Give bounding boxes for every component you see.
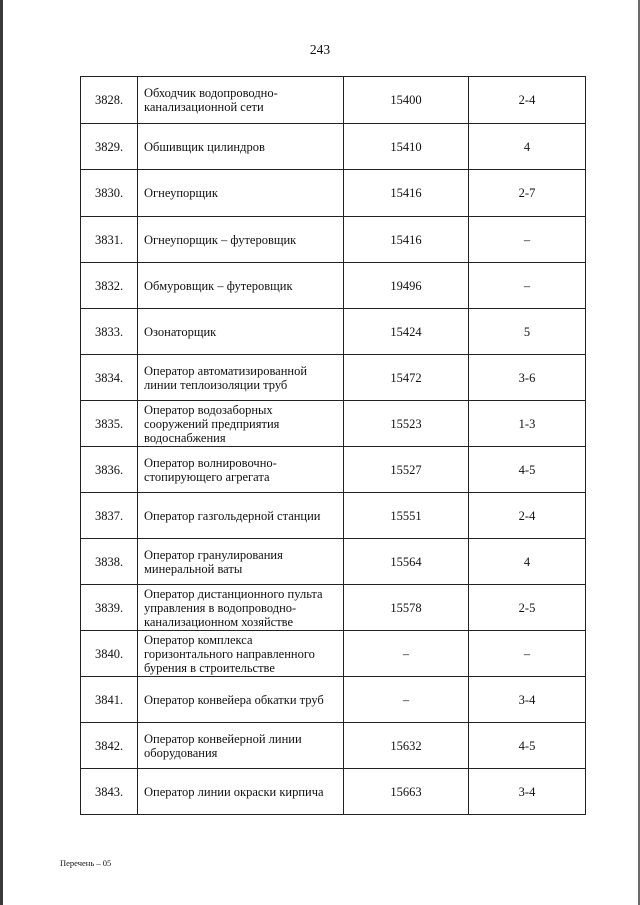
table-row — [81, 124, 586, 170]
rank-range: 1-3 — [469, 401, 586, 447]
profession-code: – — [344, 677, 469, 723]
rank-range: 5 — [469, 309, 586, 355]
rank-range: 3-4 — [469, 769, 586, 815]
profession-name: Оператор конвейера обкатки труб — [138, 677, 344, 723]
rank-range: – — [469, 631, 586, 677]
row-number: 3835. — [81, 401, 138, 447]
profession-name: Обшивщик цилиндров — [138, 124, 344, 170]
profession-code: 15663 — [344, 769, 469, 815]
profession-code: 15400 — [344, 77, 469, 124]
footer-document-label: Перечень – 05 — [60, 858, 112, 868]
profession-name: Оператор газгольдерной станции — [138, 493, 344, 539]
profession-name: Озонаторщик — [138, 309, 344, 355]
row-number: 3841. — [81, 677, 138, 723]
profession-name: Оператор конвейерной линии оборудования — [138, 723, 344, 769]
row-number: 3833. — [81, 309, 138, 355]
profession-code: 15564 — [344, 539, 469, 585]
profession-name: Оператор волнировочно-стопирующего агрегата — [138, 447, 344, 493]
rank-range: 3-6 — [469, 355, 586, 401]
rank-range: 3-4 — [469, 677, 586, 723]
profession-name: Оператор автоматизированной линии теплоизоляции труб — [138, 355, 344, 401]
scan-edge-left — [0, 0, 3, 905]
rank-range: 2-7 — [469, 170, 586, 217]
profession-name: Оператор линии окраски кирпича — [138, 769, 344, 815]
profession-code: – — [344, 631, 469, 677]
row-number: 3840. — [81, 631, 138, 677]
row-number: 3842. — [81, 723, 138, 769]
profession-name: Обходчик водопроводно-канализационной сети — [138, 77, 344, 124]
profession-code: 15416 — [344, 170, 469, 217]
rank-range: 4-5 — [469, 447, 586, 493]
rank-range: 2-5 — [469, 585, 586, 631]
table-row — [81, 77, 586, 124]
table-row — [81, 170, 586, 217]
page-number: 243 — [309, 42, 331, 57]
row-number: 3839. — [81, 585, 138, 631]
row-number: 3836. — [81, 447, 138, 493]
profession-code: 19496 — [344, 263, 469, 309]
row-number: 3830. — [81, 170, 138, 217]
profession-code: 15632 — [344, 723, 469, 769]
row-number: 3843. — [81, 769, 138, 815]
table-row — [81, 769, 586, 815]
profession-code: 15416 — [344, 217, 469, 263]
rank-range: 4 — [469, 539, 586, 585]
rank-range: – — [469, 263, 586, 309]
table-row — [81, 539, 586, 585]
row-number: 3837. — [81, 493, 138, 539]
table-row — [81, 401, 586, 447]
row-number: 3834. — [81, 355, 138, 401]
rank-range: 2-4 — [469, 77, 586, 124]
profession-code: 15410 — [344, 124, 469, 170]
profession-name: Оператор гранулирования минеральной ваты — [138, 539, 344, 585]
profession-name: Оператор водозаборных сооружений предприятия водоснабжения — [138, 401, 344, 447]
table-row — [81, 723, 586, 769]
profession-code: 15527 — [344, 447, 469, 493]
profession-table — [80, 76, 586, 815]
profession-name: Оператор дистанционного пульта управления в водопроводно-канализационном хозяйстве — [138, 585, 344, 631]
table-row — [81, 493, 586, 539]
profession-name: Огнеупорщик — [138, 170, 344, 217]
row-number: 3832. — [81, 263, 138, 309]
rank-range: 2-4 — [469, 493, 586, 539]
row-number: 3828. — [81, 77, 138, 124]
table-row — [81, 217, 586, 263]
table-row — [81, 677, 586, 723]
rank-range: 4 — [469, 124, 586, 170]
table-row — [81, 447, 586, 493]
rank-range: – — [469, 217, 586, 263]
table-row — [81, 263, 586, 309]
profession-code: 15551 — [344, 493, 469, 539]
table-row — [81, 355, 586, 401]
profession-name: Огнеупорщик – футеровщик — [138, 217, 344, 263]
profession-code: 15578 — [344, 585, 469, 631]
row-number: 3838. — [81, 539, 138, 585]
profession-name: Оператор комплекса горизонтального направленного бурения в строительстве — [138, 631, 344, 677]
row-number: 3831. — [81, 217, 138, 263]
profession-name: Обмуровщик – футеровщик — [138, 263, 344, 309]
row-number: 3829. — [81, 124, 138, 170]
table-row — [81, 585, 586, 631]
profession-code: 15424 — [344, 309, 469, 355]
table-row — [81, 631, 586, 677]
table-row — [81, 309, 586, 355]
profession-code: 15472 — [344, 355, 469, 401]
rank-range: 4-5 — [469, 723, 586, 769]
profession-code: 15523 — [344, 401, 469, 447]
